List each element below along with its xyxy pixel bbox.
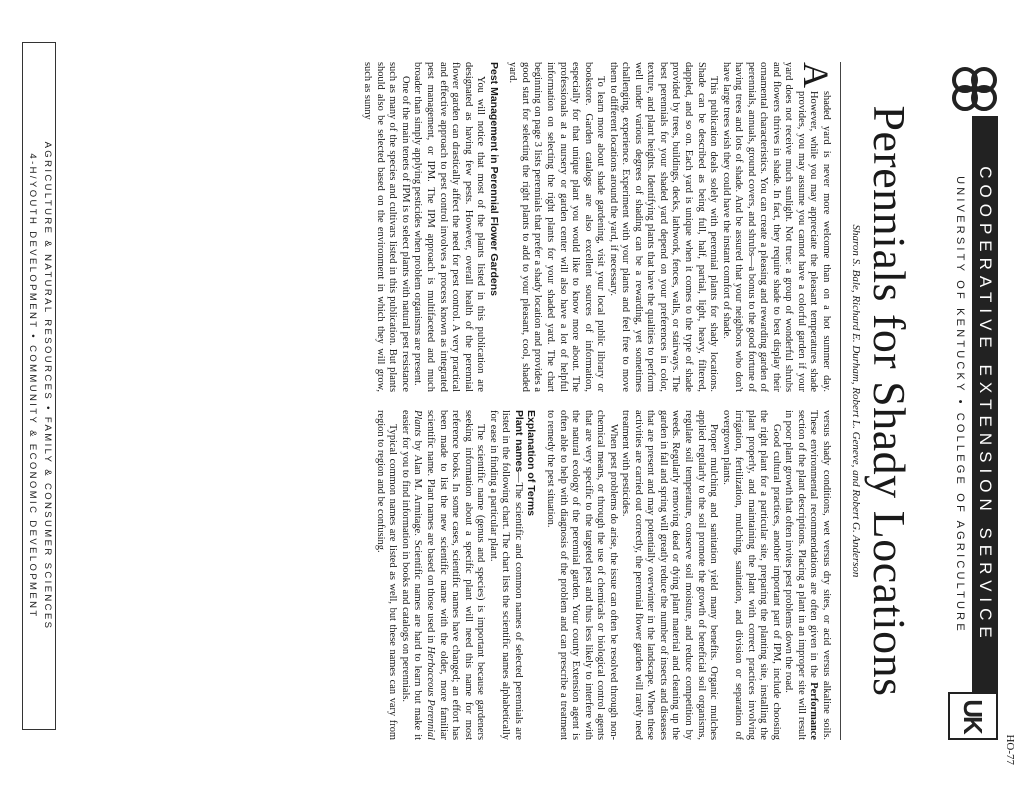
book-title: Herbaceous Perennial Plants [412, 410, 437, 740]
plant-names-subhead: Plant names [512, 410, 524, 473]
shade-types-paragraph: This publication deals solely with perennial plants for shady locations. Shade can be described as being full, half, partial, light, heavy, filtered, dappled, and so on. Each yard is unique when it comes to the type of shade provided by trees, buildings, decks, lathwork, fences, walls, or stairways. The best perennials for your shaded yard depend on your preferences in color, texture, and plant heights. Identifying plants that have the qualities to perform well under various degrees of shading can be a rewarding, yet sometimes challenging, experience. Experiment with your plants and feel free to move them to different locations around the yard, if necessary. [607, 62, 720, 392]
university-line [950, 116, 972, 694]
masthead [950, 62, 998, 740]
extension-banner [950, 116, 998, 694]
intro-paragraph: A shaded yard is never more welcome than on a hot summer day. However, while you may appreciate the pleasant temperatures shade provides, you may assume you cannot have a colorful garden if your yard does not receive much sunlight. Not true: a group of wonderful shrubs and flowers thrives in shade. In fact, they require shade to best display their ornamental characteristics. You can create a pleasing and rewarding garden of perennials, annuals, ground covers, and shrubs—a bonus to the good fortune of having trees and lots of shade. And be assured that your neighbors who don't have large trees wish they could have the instant comfort of shade. [720, 62, 836, 392]
scientific-name-paragraph: The scientific name (genus and species) is important because gardeners seeking information about a specific plant will need this name for most reference books. In some cases, scientific names have changed; an effort has been made to list the new scientific name with the older, more familiar scientific name. Plant names are based on those used in Herbaceous Perennial Plants by Alan M. Armitage. Scientific names are hard to learn but make it easier for you to find information in books and catalogs on perennials. [399, 410, 487, 740]
environment-paragraph: versus shady conditions, wet versus dry sites, or acid versus alkaline soils. These environmental recommendations are often given in the Performance section of the plant descriptions. Placing a plant in an improper site will result in poor plant growth that often invites pest problems down the road. [783, 410, 832, 740]
drop-cap: A [796, 62, 836, 88]
right-column: versus shady conditions, wet versus dry sites, or acid versus alkaline soils. These environmental recommendations are often given in the Performance section of the plant descriptions. Placing a plant in an improper site will result in poor plant growth that often invites pest problems down the road. Good cultural practices, another important part of IPM, include choosing the right plant for a particular site, preparing the planting site, installing the plant properly, and maintaining the plant with correct practices involving irrigation, fertilization, mulching, sanitation, and division or separation of overgrown plants. Proper mulching and sanitation yield many benefits. Organic mulches applied regularly to the soil promote the growth of beneficial soil organisms, regulate soil temperature, conserve soil moisture, and reduce competition by weeds. Regularly removing dead or dying plant material and cleaning up the garden in fall and spring will greatly reduce the number of insects and diseases that are present and may potentially overwinter in the landscape. When these activities are carried out correctly, the perennial flower garden will rarely need treatment with pesticides. When pest problems do arise, the issue can often be resolved through non-chemical means, or through the use of chemicals or biological control agents that are very specific to the targeted pest and thus less likely to interfere with the natural ecology of the perennial garden. Your county Extension agent is often able to help with diagnosis of the problem and can prescribe a treatment to remedy the pest situation. Explanation of Terms Plant names—The scientific and common names of selected perennials are listed in the following chart. The chart lists the scientific names alphabetically for ease in finding a particular plant. The scientific name (genus and species) is important because gardeners seeking information about a specific plant will need this name for most reference books. In some cases, scientific names have changed; an effort has been made to list the new scientific name with the older, more familiar scientific name. Plant names are based on those used in Herbaceous Perennial Plants by Alan M. Armitage. Scientific names are hard to learn but make it easier for you to find information in books and catalogs on perennials. Typical common names are listed as well, but these names can vary from region to region and be confusing. [374, 410, 832, 740]
program-areas-footer [22, 42, 56, 730]
terms-heading: Explanation of Terms [525, 410, 538, 516]
authors: Sharon S. Bale, Richard E. Durham, Robert L. Geneve, and Robert G. Anderson [850, 224, 862, 578]
resources-paragraph: To learn more about shade gardening, visit your local public library or bookstore. Garden catalogs are also excellent sources of information, especially for that unique plant you would like to know more about. The professionals at a nursery or garden center will also have a lot of helpful information on selecting the right plants for your shaded yard. The chart beginning on page 3 lists perennials that prefer a shady location and provides a good start for selecting the right plants to add to your pleasant, cool, shaded yard. [507, 62, 607, 392]
extension-seal-icon [950, 66, 998, 112]
ipm-paragraph: You will notice that most of the plants listed in this publication are designated as having few pests. However, overall health of the perennial flower garden can drastically affect the need for pest control. A very practical and effective approach to pest control involves a process known as integrated pest management, or IPM. The IPM approach is multifaceted and much broader than simply applying pesticides when problem organisms are present. [412, 62, 487, 392]
document-id: HO-77 [1004, 734, 1016, 765]
bullet-separator: • [954, 399, 966, 407]
footer-line-2: 4-H/YOUTH DEVELOPMENT • COMMUNITY & ECONOMIC DEVELOPMENT [27, 153, 38, 619]
service-name: COOPERATIVE EXTENSION SERVICE [972, 116, 998, 694]
mulching-paragraph: Proper mulching and sanitation yield many benefits. Organic mulches applied regularly to the soil promote the growth of beneficial soil organisms, regulate soil temperature, conserve soil moisture, and reduce competition by weeds. Regularly removing dead or dying plant material and cleaning up the garden in fall and spring will greatly reduce the number of insects and diseases that are present and may potentially overwinter in the landscape. When these activities are carried out correctly, the perennial flower garden will rarely need treatment with pesticides. [620, 410, 720, 740]
page-title: Perennials for Shady Locations [864, 105, 915, 697]
common-names-paragraph: Typical common names are listed as well, but these names can vary from region to region and be confusing. [374, 410, 399, 740]
ipm-heading: Pest Management in Perennial Flower Gardens [487, 62, 500, 296]
title-divider [840, 62, 841, 740]
performance-term: Performance [808, 682, 820, 740]
pest-problems-paragraph: When pest problems do arise, the issue can often be resolved through non-chemical means, or through the use of chemicals or biological control agents that are very specific to the targeted pest and thus less likely to interfere with the natural ecology of the perennial garden. Your county Extension agent is often able to help with diagnosis of the problem and can prescribe a treatment to remedy the pest situation. [544, 410, 619, 740]
college-name: COLLEGE OF AGRICULTURE [954, 412, 966, 634]
university-name: UNIVERSITY OF KENTUCKY [954, 176, 966, 394]
ipm-tenets-paragraph: One of the main tenets of IPM is to select plants with natural pest resistance such as many of the species and cultivars listed in this publication. But plants should also be selected based on the environment in which they will grow, such as sunny [362, 62, 411, 392]
cultural-practices-paragraph: Good cultural practices, another important part of IPM, include choosing the right plant for a particular site, preparing the planting site, installing the plant properly, and maintaining the plant with correct practices involving irrigation, fertilization, mulching, sanitation, and division or separation of overgrown plants. [720, 410, 782, 740]
uk-logo: UK [948, 692, 998, 740]
footer-line-1: AGRICULTURE & NATURAL RESOURCES • FAMILY & CONSUMER SCIENCES [42, 141, 53, 631]
left-column [361, 62, 836, 392]
